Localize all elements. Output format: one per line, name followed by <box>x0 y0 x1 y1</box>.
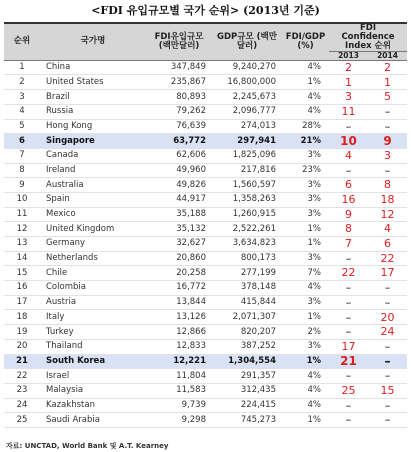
confidence-2014-cell: 18 <box>368 192 407 207</box>
country-cell: Austria <box>40 295 146 310</box>
rank-cell: 19 <box>4 325 40 340</box>
gdp-cell: 800,173 <box>212 251 282 266</box>
rank-cell: 12 <box>4 222 40 237</box>
country-cell: Spain <box>40 192 146 207</box>
table-row <box>4 339 407 354</box>
table-row <box>4 75 407 90</box>
fdi-gdp-cell: 4% <box>282 281 329 296</box>
country-cell: Turkey <box>40 325 146 340</box>
confidence-2013-cell: 22 <box>329 266 368 281</box>
rank-cell: 18 <box>4 310 40 325</box>
gdp-cell: 3,634,823 <box>212 237 282 252</box>
gdp-cell: 9,240,270 <box>212 60 282 75</box>
gdp-cell: 2,096,777 <box>212 104 282 119</box>
table-row <box>4 104 407 119</box>
gdp-cell: 1,560,597 <box>212 178 282 193</box>
fdi-inflow-cell: 44,917 <box>146 192 212 207</box>
confidence-2014-cell: – <box>368 104 407 119</box>
country-cell: Brazil <box>40 90 146 105</box>
fdi-gdp-cell: 4% <box>282 369 329 384</box>
country-cell: Israel <box>40 369 146 384</box>
country-cell: Ireland <box>40 163 146 178</box>
country-cell: Netherlands <box>40 251 146 266</box>
fdi-inflow-cell: 12,866 <box>146 325 212 340</box>
table-row <box>4 266 407 281</box>
confidence-2013-cell: 8 <box>329 222 368 237</box>
confidence-2014-cell: – <box>368 119 407 134</box>
fdi-gdp-cell: 2% <box>282 325 329 340</box>
fdi-inflow-cell: 76,639 <box>146 119 212 134</box>
fdi-inflow-cell: 9,298 <box>146 413 212 428</box>
confidence-2014-cell: 2 <box>368 60 407 75</box>
table-row <box>4 383 407 398</box>
fdi-inflow-cell: 32,627 <box>146 237 212 252</box>
confidence-2014-cell: 1 <box>368 75 407 90</box>
fdi-gdp-cell: 1% <box>282 237 329 252</box>
confidence-2013-cell: 25 <box>329 383 368 398</box>
confidence-2014-cell: 5 <box>368 90 407 105</box>
table-row <box>4 251 407 266</box>
table-row <box>4 295 407 310</box>
confidence-2013-cell: – <box>329 398 368 413</box>
confidence-2013-cell: – <box>329 310 368 325</box>
fdi-inflow-cell: 13,844 <box>146 295 212 310</box>
fdi-inflow-cell: 49,826 <box>146 178 212 193</box>
rank-cell: 15 <box>4 266 40 281</box>
table-row <box>4 178 407 193</box>
page-title: <FDI 유입규모별 국가 순위> (2013년 기준) <box>91 4 320 17</box>
fdi-inflow-cell: 9,739 <box>146 398 212 413</box>
rank-cell: 8 <box>4 163 40 178</box>
confidence-2014-cell: – <box>368 295 407 310</box>
country-cell: United Kingdom <box>40 222 146 237</box>
country-cell: Kazakhstan <box>40 398 146 413</box>
confidence-2013-cell: – <box>329 119 368 134</box>
confidence-2013-cell: 17 <box>329 339 368 354</box>
confidence-2014-cell: 9 <box>368 134 407 149</box>
fdi-gdp-cell: 21% <box>282 134 329 149</box>
confidence-2013-cell: 6 <box>329 178 368 193</box>
header-gdp: GDP규모 (백만달러) <box>212 23 282 60</box>
fdi-gdp-cell: 3% <box>282 207 329 222</box>
fdi-gdp-cell: 23% <box>282 163 329 178</box>
country-cell: Singapore <box>40 134 146 149</box>
country-cell: Malaysia <box>40 383 146 398</box>
gdp-cell: 820,207 <box>212 325 282 340</box>
confidence-2014-cell: – <box>368 369 407 384</box>
fdi-inflow-cell: 347,849 <box>146 60 212 75</box>
rank-cell: 14 <box>4 251 40 266</box>
confidence-2013-cell: – <box>329 413 368 428</box>
fdi-gdp-cell: 1% <box>282 75 329 90</box>
fdi-gdp-cell: 28% <box>282 119 329 134</box>
table-row <box>4 148 407 163</box>
fdi-gdp-cell: 1% <box>282 413 329 428</box>
country-cell: Mexico <box>40 207 146 222</box>
fdi-gdp-cell: 7% <box>282 266 329 281</box>
country-cell: Chile <box>40 266 146 281</box>
confidence-2013-cell: 11 <box>329 104 368 119</box>
confidence-2014-cell: 12 <box>368 207 407 222</box>
fdi-inflow-cell: 80,893 <box>146 90 212 105</box>
fdi-gdp-cell: 1% <box>282 354 329 369</box>
country-cell: Australia <box>40 178 146 193</box>
gdp-cell: 2,522,261 <box>212 222 282 237</box>
rank-cell: 22 <box>4 369 40 384</box>
fdi-gdp-cell: 4% <box>282 60 329 75</box>
confidence-2014-cell: 4 <box>368 222 407 237</box>
fdi-inflow-cell: 63,772 <box>146 134 212 149</box>
table-row <box>4 60 407 75</box>
fdi-gdp-cell: 3% <box>282 178 329 193</box>
gdp-cell: 1,358,263 <box>212 192 282 207</box>
fdi-inflow-cell: 49,960 <box>146 163 212 178</box>
country-cell: Saudi Arabia <box>40 413 146 428</box>
gdp-cell: 274,013 <box>212 119 282 134</box>
rank-cell: 2 <box>4 75 40 90</box>
rank-cell: 10 <box>4 192 40 207</box>
rank-cell: 11 <box>4 207 40 222</box>
table-row <box>4 398 407 413</box>
gdp-cell: 415,844 <box>212 295 282 310</box>
confidence-2014-cell: 20 <box>368 310 407 325</box>
table-row <box>4 325 407 340</box>
fdi-inflow-cell: 35,188 <box>146 207 212 222</box>
fdi-inflow-cell: 12,221 <box>146 354 212 369</box>
gdp-cell: 1,825,096 <box>212 148 282 163</box>
country-cell: Italy <box>40 310 146 325</box>
rank-cell: 17 <box>4 295 40 310</box>
table-row <box>4 192 407 207</box>
fdi-inflow-cell: 20,258 <box>146 266 212 281</box>
header-year-2013: 2013 <box>329 51 368 60</box>
confidence-2013-cell: – <box>329 163 368 178</box>
table-row <box>4 119 407 134</box>
fdi-gdp-cell: 3% <box>282 295 329 310</box>
rank-cell: 25 <box>4 413 40 428</box>
gdp-cell: 277,199 <box>212 266 282 281</box>
fdi-gdp-cell: 3% <box>282 192 329 207</box>
fdi-gdp-cell: 3% <box>282 339 329 354</box>
confidence-2014-cell: – <box>368 339 407 354</box>
table-row <box>4 354 407 369</box>
rank-cell: 23 <box>4 383 40 398</box>
table-row <box>4 207 407 222</box>
confidence-2013-cell: 7 <box>329 237 368 252</box>
table-row <box>4 222 407 237</box>
confidence-2013-cell: 3 <box>329 90 368 105</box>
gdp-cell: 224,415 <box>212 398 282 413</box>
table-body <box>4 60 407 427</box>
confidence-2014-cell: 6 <box>368 237 407 252</box>
confidence-2014-cell: 8 <box>368 178 407 193</box>
table-row <box>4 134 407 149</box>
confidence-2013-cell: 21 <box>329 354 368 369</box>
fdi-gdp-cell: 4% <box>282 90 329 105</box>
confidence-2014-cell: – <box>368 163 407 178</box>
fdi-inflow-cell: 20,860 <box>146 251 212 266</box>
header-rank: 순위 <box>4 23 40 60</box>
gdp-cell: 2,071,307 <box>212 310 282 325</box>
country-cell: South Korea <box>40 354 146 369</box>
rank-cell: 3 <box>4 90 40 105</box>
confidence-2013-cell: 9 <box>329 207 368 222</box>
confidence-2014-cell: 24 <box>368 325 407 340</box>
confidence-2013-cell: – <box>329 295 368 310</box>
fdi-inflow-cell: 35,132 <box>146 222 212 237</box>
confidence-2013-cell: 1 <box>329 75 368 90</box>
gdp-cell: 297,941 <box>212 134 282 149</box>
fdi-inflow-cell: 11,804 <box>146 369 212 384</box>
rank-cell: 6 <box>4 134 40 149</box>
rank-cell: 7 <box>4 148 40 163</box>
country-cell: Russia <box>40 104 146 119</box>
confidence-2014-cell: – <box>368 413 407 428</box>
rank-cell: 9 <box>4 178 40 193</box>
rank-cell: 21 <box>4 354 40 369</box>
country-cell: Colombia <box>40 281 146 296</box>
country-cell: Germany <box>40 237 146 252</box>
confidence-2014-cell: – <box>368 281 407 296</box>
fdi-gdp-cell: 3% <box>282 251 329 266</box>
header-fdi-gdp: FDI/GDP (%) <box>282 23 329 60</box>
gdp-cell: 312,435 <box>212 383 282 398</box>
fdi-gdp-cell: 1% <box>282 310 329 325</box>
confidence-2013-cell: 16 <box>329 192 368 207</box>
table-row <box>4 281 407 296</box>
rank-cell: 13 <box>4 237 40 252</box>
confidence-2013-cell: 2 <box>329 60 368 75</box>
confidence-2014-cell: – <box>368 354 407 369</box>
confidence-2013-cell: – <box>329 369 368 384</box>
gdp-cell: 378,148 <box>212 281 282 296</box>
header-year-2014: 2014 <box>368 51 407 60</box>
table-row <box>4 237 407 252</box>
country-cell: Hong Kong <box>40 119 146 134</box>
gdp-cell: 387,252 <box>212 339 282 354</box>
table-row <box>4 163 407 178</box>
rank-cell: 24 <box>4 398 40 413</box>
gdp-cell: 1,260,915 <box>212 207 282 222</box>
gdp-cell: 16,800,000 <box>212 75 282 90</box>
gdp-cell: 217,816 <box>212 163 282 178</box>
fdi-ranking-table <box>4 22 407 428</box>
confidence-2013-cell: – <box>329 325 368 340</box>
confidence-2014-cell: 3 <box>368 148 407 163</box>
confidence-2013-cell: 4 <box>329 148 368 163</box>
fdi-gdp-cell: 4% <box>282 383 329 398</box>
table-row <box>4 413 407 428</box>
fdi-gdp-cell: 4% <box>282 104 329 119</box>
table-row <box>4 369 407 384</box>
country-cell: Canada <box>40 148 146 163</box>
gdp-cell: 2,245,673 <box>212 90 282 105</box>
fdi-inflow-cell: 11,583 <box>146 383 212 398</box>
confidence-2013-cell: – <box>329 251 368 266</box>
fdi-gdp-cell: 1% <box>282 222 329 237</box>
fdi-gdp-cell: 4% <box>282 398 329 413</box>
fdi-inflow-cell: 235,867 <box>146 75 212 90</box>
fdi-inflow-cell: 16,772 <box>146 281 212 296</box>
confidence-2013-cell: – <box>329 281 368 296</box>
fdi-inflow-cell: 79,262 <box>146 104 212 119</box>
rank-cell: 5 <box>4 119 40 134</box>
gdp-cell: 1,304,554 <box>212 354 282 369</box>
fdi-inflow-cell: 62,606 <box>146 148 212 163</box>
confidence-2013-cell: 10 <box>329 134 368 149</box>
country-cell: United States <box>40 75 146 90</box>
fdi-inflow-cell: 12,833 <box>146 339 212 354</box>
header-confidence-index: FDI Confidence Index 순위 <box>329 23 407 51</box>
country-cell: China <box>40 60 146 75</box>
table-row <box>4 310 407 325</box>
gdp-cell: 745,273 <box>212 413 282 428</box>
source-note: 자료: UNCTAD, World Bank 및 A.T. Kearney <box>6 442 169 450</box>
rank-cell: 1 <box>4 60 40 75</box>
header-fdi-inflow: FDI유입규모 (백만달러) <box>146 23 212 60</box>
rank-cell: 16 <box>4 281 40 296</box>
rank-cell: 20 <box>4 339 40 354</box>
country-cell: Thailand <box>40 339 146 354</box>
header-country: 국가명 <box>40 23 146 60</box>
fdi-inflow-cell: 13,126 <box>146 310 212 325</box>
fdi-gdp-cell: 3% <box>282 148 329 163</box>
rank-cell: 4 <box>4 104 40 119</box>
confidence-2014-cell: – <box>368 398 407 413</box>
gdp-cell: 291,357 <box>212 369 282 384</box>
confidence-2014-cell: 15 <box>368 383 407 398</box>
table-row <box>4 90 407 105</box>
confidence-2014-cell: 17 <box>368 266 407 281</box>
confidence-2014-cell: 22 <box>368 251 407 266</box>
